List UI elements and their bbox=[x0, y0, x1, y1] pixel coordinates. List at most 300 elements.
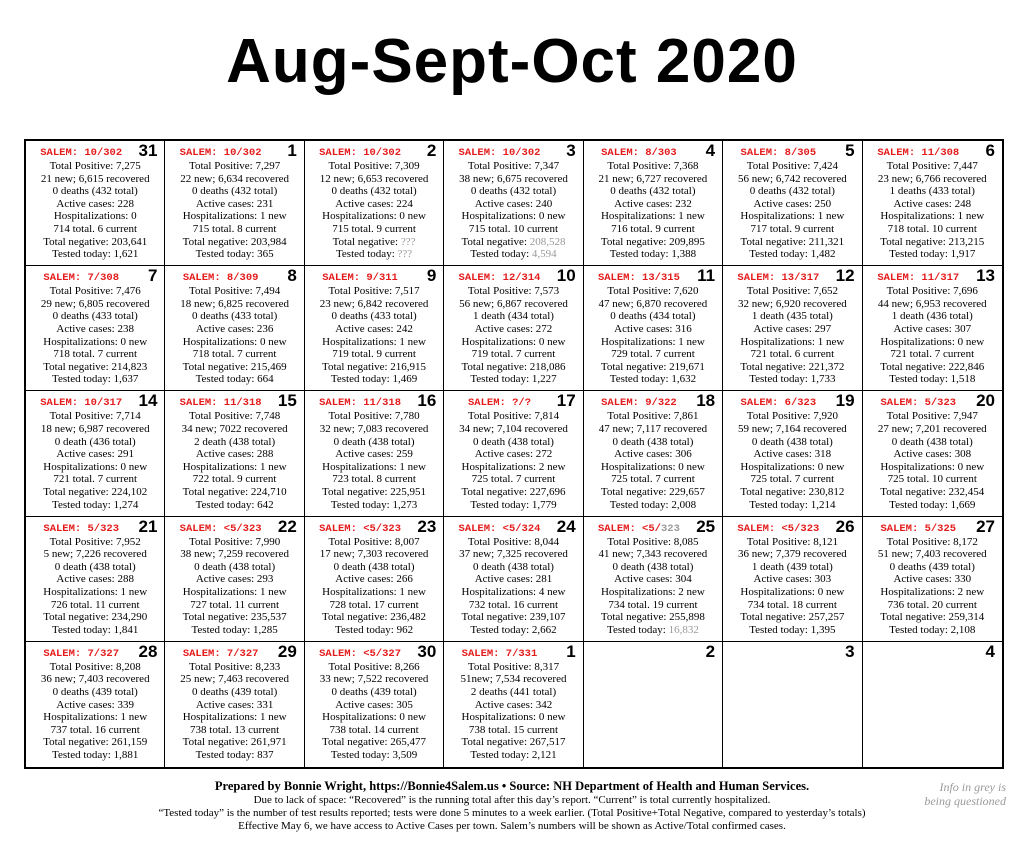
stat-text: Active cases: 266 bbox=[335, 573, 413, 586]
salem-cases bbox=[447, 147, 579, 160]
footer-note-tested: “Tested today” is the number of test results reported; tests were done 5 minutes to a week earlier. (Total Positive+Total Negative, compared to yesterday’s totals) bbox=[158, 807, 866, 819]
stat-text: Total Positive: 7,447 bbox=[886, 160, 978, 172]
stat-text: Total Positive: 7,952 bbox=[49, 535, 141, 548]
stat-text: Active cases: 231 bbox=[195, 197, 274, 210]
salem-cases-value: SALEM: 5/323 bbox=[880, 397, 957, 410]
stat-text: Tested today: 1,632 bbox=[609, 373, 697, 386]
stat-text: 41 new; 7,343 recovered bbox=[598, 548, 708, 561]
stat-line bbox=[168, 499, 300, 512]
stat-line bbox=[866, 599, 999, 612]
stat-text: Hospitalizations: 0 new bbox=[461, 210, 566, 223]
stat-text: Tested today: 1,841 bbox=[52, 623, 139, 636]
salem-cases-value: SALEM: <5/324 bbox=[458, 522, 541, 535]
stat-text: Hospitalizations: 0 new bbox=[322, 711, 426, 724]
stat-text: Total Positive: 7,297 bbox=[189, 160, 281, 172]
stat-line bbox=[308, 624, 440, 637]
stat-line bbox=[447, 236, 579, 249]
stat-line bbox=[587, 473, 719, 486]
stat-text: 0 death (438 total) bbox=[473, 560, 554, 573]
salem-cases-value: SALEM: 11/308 bbox=[877, 147, 960, 159]
stat-line bbox=[587, 461, 719, 474]
questioned-value: 208,528 bbox=[529, 235, 566, 248]
day-number: 1 bbox=[287, 141, 297, 160]
stat-line bbox=[866, 160, 999, 173]
stat-line bbox=[447, 486, 579, 499]
salem-cases bbox=[866, 147, 999, 160]
stat-text: Total Positive: 7,696 bbox=[886, 285, 978, 298]
stat-text: Tested today: 1,881 bbox=[52, 748, 139, 761]
stat-line bbox=[447, 298, 579, 311]
stat-line bbox=[308, 223, 440, 236]
stat-line bbox=[726, 473, 858, 486]
stat-text: Total negative: 219,671 bbox=[600, 360, 705, 373]
stat-text: 47 new; 6,870 recovered bbox=[598, 297, 708, 310]
stat-text: 44 new; 6,953 recovered bbox=[877, 297, 987, 310]
stat-text: 0 deaths (434 total) bbox=[610, 310, 696, 323]
stat-line bbox=[447, 611, 579, 624]
stat-text: 0 death (438 total) bbox=[473, 435, 554, 448]
stat-text: Total negative: 239,107 bbox=[461, 611, 566, 624]
day-number: 2 bbox=[426, 141, 437, 160]
stat-line bbox=[308, 185, 440, 198]
stat-line bbox=[29, 711, 161, 724]
day-cell bbox=[444, 517, 583, 642]
stat-text: 737 total. 16 current bbox=[50, 723, 140, 736]
stat-line bbox=[587, 210, 719, 223]
stat-text: 738 total. 13 current bbox=[190, 723, 280, 736]
stat-line bbox=[587, 298, 719, 311]
day-cell bbox=[723, 141, 862, 266]
stat-line bbox=[587, 586, 719, 599]
stat-text: 0 death (438 total) bbox=[54, 560, 136, 573]
stat-text: Tested today: 1,469 bbox=[330, 373, 418, 386]
day-cell bbox=[584, 642, 723, 767]
stat-text: 727 total. 11 current bbox=[190, 598, 280, 611]
stat-line bbox=[29, 611, 161, 624]
stat-text: Hospitalizations: 0 new bbox=[43, 460, 148, 473]
stat-line bbox=[447, 198, 579, 211]
stat-text: Active cases: 242 bbox=[335, 322, 413, 335]
day-cell bbox=[26, 642, 165, 767]
stat-line bbox=[447, 548, 579, 561]
stat-line bbox=[308, 711, 440, 724]
stat-line bbox=[447, 173, 579, 186]
stat-line bbox=[308, 323, 440, 336]
stat-text: 719 total. 7 current bbox=[471, 348, 556, 361]
stat-text: Tested today: 1,214 bbox=[749, 498, 836, 511]
stat-text: 714 total. 6 current bbox=[53, 222, 138, 235]
stat-line bbox=[29, 561, 161, 574]
day-number: 17 bbox=[556, 391, 576, 411]
salem-cases-value: SALEM: 8/305 bbox=[740, 147, 817, 159]
day-number: 27 bbox=[976, 516, 995, 536]
stat-text: Tested today: 3,509 bbox=[330, 748, 418, 761]
stat-text: Tested today: 1,669 bbox=[889, 498, 976, 511]
day-cell bbox=[444, 642, 583, 767]
stat-line bbox=[29, 348, 161, 361]
stat-text: 36 new; 7,379 recovered bbox=[737, 548, 847, 561]
stat-line bbox=[447, 473, 579, 486]
stat-line bbox=[726, 499, 858, 512]
stat-line bbox=[29, 361, 161, 374]
stat-line bbox=[587, 486, 719, 499]
stat-line bbox=[308, 499, 440, 512]
stat-text: Total negative: bbox=[461, 235, 530, 248]
stat-line bbox=[866, 185, 999, 198]
grey-info-note bbox=[881, 780, 1006, 808]
stat-text: Tested today: 1,733 bbox=[749, 373, 836, 386]
stat-text: 721 total. 7 current bbox=[53, 473, 138, 486]
salem-cases bbox=[726, 147, 858, 160]
stat-text: Hospitalizations: 0 new bbox=[880, 460, 985, 473]
stat-line bbox=[168, 611, 300, 624]
stat-line bbox=[168, 586, 300, 599]
stat-text: 25 new; 7,463 recovered bbox=[180, 673, 289, 686]
stat-text: Total negative: 211,321 bbox=[740, 235, 845, 248]
stat-line bbox=[168, 185, 300, 198]
stat-text: Active cases: 297 bbox=[753, 322, 832, 335]
stat-text: Active cases: 307 bbox=[893, 322, 972, 335]
stat-line bbox=[447, 210, 579, 223]
stat-line bbox=[168, 198, 300, 211]
stat-text: 59 new; 7,164 recovered bbox=[737, 422, 847, 435]
stat-text: 0 deaths (439 total) bbox=[889, 560, 975, 573]
stat-text: Total Positive: 7,494 bbox=[189, 285, 281, 298]
salem-cases-value: SALEM: 10/302 bbox=[319, 147, 402, 159]
stat-line bbox=[29, 373, 161, 386]
stat-text: 725 total. 7 current bbox=[471, 473, 556, 486]
stat-text: Total Positive: 8,208 bbox=[49, 660, 141, 673]
day-cell bbox=[26, 517, 165, 642]
stat-line bbox=[726, 599, 858, 612]
day-number: 11 bbox=[697, 266, 716, 286]
stat-line bbox=[168, 298, 300, 311]
stat-line bbox=[726, 573, 858, 586]
stat-text: 21 new; 6,727 recovered bbox=[598, 172, 708, 185]
day-number: 30 bbox=[417, 641, 437, 661]
stat-text: 32 new; 6,920 recovered bbox=[737, 297, 847, 310]
stat-line bbox=[726, 410, 858, 423]
stat-text: Hospitalizations: 1 new bbox=[740, 335, 845, 348]
stat-line bbox=[168, 711, 300, 724]
stat-text: Total Positive: 7,517 bbox=[328, 285, 420, 298]
stat-text: Total Positive: 7,309 bbox=[328, 160, 420, 172]
stat-line bbox=[308, 599, 440, 612]
stat-line bbox=[29, 548, 161, 561]
stat-line bbox=[308, 611, 440, 624]
stat-text: Active cases: 272 bbox=[474, 448, 553, 461]
stat-line bbox=[866, 536, 999, 549]
stat-line bbox=[587, 624, 719, 637]
stat-text: Hospitalizations: 4 new bbox=[461, 585, 566, 598]
day-number: 4 bbox=[985, 641, 995, 661]
stat-text: Total negative: 261,971 bbox=[182, 736, 287, 749]
stat-text: Total Positive: 7,780 bbox=[328, 410, 420, 423]
stat-text: Total negative: 225,951 bbox=[322, 485, 427, 498]
stat-text: 38 new; 7,259 recovered bbox=[180, 548, 289, 561]
stat-line bbox=[308, 236, 440, 249]
day-cell bbox=[863, 517, 1002, 642]
stat-line bbox=[447, 724, 579, 737]
stat-line bbox=[308, 661, 440, 674]
day-number: 16 bbox=[417, 391, 437, 411]
stat-line bbox=[447, 536, 579, 549]
salem-cases-value: SALEM: 10/302 bbox=[458, 147, 541, 159]
stat-text: Total negative: 236,482 bbox=[322, 611, 427, 624]
salem-cases-value: SALEM: 11/317 bbox=[877, 272, 960, 285]
stat-text: Active cases: 291 bbox=[56, 448, 134, 461]
stat-text: Hospitalizations: 0 new bbox=[322, 210, 426, 223]
stat-text: 734 total. 19 current bbox=[608, 598, 698, 611]
stat-line bbox=[866, 486, 999, 499]
stat-text: Hospitalizations: 1 new bbox=[322, 460, 426, 473]
salem-cases-value: SALEM: 9/311 bbox=[322, 272, 398, 285]
stat-line bbox=[308, 724, 440, 737]
stat-text: Active cases: 316 bbox=[614, 322, 692, 335]
stat-line bbox=[29, 599, 161, 612]
stat-line bbox=[29, 686, 161, 699]
stat-line bbox=[866, 561, 999, 574]
day-cell bbox=[584, 517, 723, 642]
day-number: 4 bbox=[705, 141, 716, 160]
stat-text: Total Positive: 8,266 bbox=[328, 660, 420, 673]
stat-text: 0 deaths (439 total) bbox=[52, 685, 138, 698]
stat-text: 721 total. 7 current bbox=[890, 348, 975, 361]
stat-text: 715 total. 9 current bbox=[332, 222, 416, 235]
stat-line bbox=[308, 699, 440, 712]
stat-text: 0 death (438 total) bbox=[612, 560, 694, 573]
stat-text: Total negative: 265,477 bbox=[322, 736, 427, 749]
stat-text: Total Positive: 8,007 bbox=[328, 535, 420, 548]
stat-line bbox=[29, 699, 161, 712]
stat-line bbox=[29, 410, 161, 423]
stat-text: 721 total. 6 current bbox=[750, 348, 835, 361]
stat-line bbox=[447, 361, 579, 374]
stat-text: Active cases: 308 bbox=[893, 448, 972, 461]
stat-line bbox=[726, 611, 858, 624]
stat-line bbox=[866, 361, 999, 374]
stat-text: 1 deaths (433 total) bbox=[889, 185, 975, 198]
stat-line bbox=[726, 298, 858, 311]
salem-cases-value: SALEM: 11/318 bbox=[179, 397, 262, 410]
stat-text: Total Positive: 7,275 bbox=[49, 160, 141, 172]
day-cell bbox=[165, 642, 304, 767]
stat-line bbox=[308, 173, 440, 186]
day-number: 24 bbox=[556, 516, 576, 536]
stat-line bbox=[447, 499, 579, 512]
stat-line bbox=[866, 448, 999, 461]
day-number: 26 bbox=[835, 516, 855, 536]
stat-line bbox=[29, 473, 161, 486]
stat-line bbox=[308, 448, 440, 461]
stat-line bbox=[866, 624, 999, 637]
stat-line bbox=[29, 499, 161, 512]
stat-text: Active cases: 318 bbox=[753, 448, 832, 461]
stat-text: Hospitalizations: 2 new bbox=[880, 585, 985, 598]
stat-text: Active cases: 248 bbox=[893, 197, 972, 210]
stat-line bbox=[726, 561, 858, 574]
stat-line bbox=[29, 573, 161, 586]
stat-text: Total negative: 267,517 bbox=[461, 736, 566, 749]
stat-line bbox=[29, 223, 161, 236]
day-number: 9 bbox=[426, 266, 437, 286]
stat-text: 0 death (438 total) bbox=[194, 560, 276, 573]
stat-line bbox=[866, 310, 999, 323]
stat-line bbox=[308, 410, 440, 423]
stat-text: Tested today: 2,108 bbox=[889, 623, 976, 636]
day-number: 21 bbox=[138, 516, 158, 536]
stat-line bbox=[866, 548, 999, 561]
stat-line bbox=[726, 223, 858, 236]
day-cell bbox=[723, 642, 862, 767]
stat-text: 0 deaths (432 total) bbox=[749, 185, 835, 198]
stat-line bbox=[29, 461, 161, 474]
stat-text: Total Positive: 8,085 bbox=[607, 535, 699, 548]
stat-line bbox=[447, 461, 579, 474]
stat-line bbox=[587, 310, 719, 323]
stat-line bbox=[587, 499, 719, 512]
stat-text: Total negative: 215,469 bbox=[182, 360, 287, 373]
stat-text: Active cases: 306 bbox=[614, 448, 692, 461]
stat-line bbox=[29, 198, 161, 211]
stat-line bbox=[168, 310, 300, 323]
stat-line bbox=[726, 236, 858, 249]
stat-line bbox=[29, 248, 161, 261]
stat-line bbox=[168, 686, 300, 699]
stat-line bbox=[587, 336, 719, 349]
stat-line bbox=[308, 573, 440, 586]
stat-line bbox=[168, 223, 300, 236]
stat-line bbox=[447, 373, 579, 386]
salem-cases bbox=[29, 272, 161, 285]
stat-text: Hospitalizations: 1 new bbox=[600, 210, 705, 223]
day-cell bbox=[305, 141, 444, 266]
stat-line bbox=[168, 248, 300, 261]
stat-line bbox=[726, 373, 858, 386]
stat-text: Tested today: bbox=[335, 248, 398, 261]
stat-line bbox=[447, 736, 579, 749]
stat-line bbox=[866, 248, 999, 261]
stat-line bbox=[866, 461, 999, 474]
stat-line bbox=[308, 436, 440, 449]
stat-line bbox=[447, 586, 579, 599]
day-cell bbox=[165, 391, 304, 516]
stat-line bbox=[726, 486, 858, 499]
stat-text: Total Positive: 7,476 bbox=[49, 285, 141, 298]
stat-line bbox=[168, 473, 300, 486]
salem-cases-value: SALEM: 7/327 bbox=[43, 647, 120, 660]
stat-text: Tested today: 1,917 bbox=[889, 248, 976, 261]
stat-line bbox=[726, 323, 858, 336]
stat-line bbox=[29, 749, 161, 762]
stat-line bbox=[168, 624, 300, 637]
day-cell bbox=[863, 266, 1002, 391]
stat-text: 33 new; 7,522 recovered bbox=[319, 673, 429, 686]
stat-text: Tested today: 962 bbox=[335, 623, 414, 636]
stat-text: Tested today: 2,121 bbox=[470, 748, 557, 761]
day-cell bbox=[26, 266, 165, 391]
stat-line bbox=[866, 348, 999, 361]
stat-text: Tested today: bbox=[607, 623, 669, 636]
questioned-value: 16,832 bbox=[668, 623, 699, 636]
stat-text: 1 death (435 total) bbox=[751, 310, 833, 323]
stat-line bbox=[587, 236, 719, 249]
stat-line bbox=[29, 486, 161, 499]
stat-text: Total Positive: 7,620 bbox=[607, 285, 699, 298]
stat-text: Active cases: 293 bbox=[195, 573, 274, 586]
stat-line bbox=[447, 573, 579, 586]
stat-line bbox=[587, 348, 719, 361]
stat-line bbox=[587, 373, 719, 386]
stat-line bbox=[726, 348, 858, 361]
stat-line bbox=[168, 486, 300, 499]
stat-text: 18 new; 6,825 recovered bbox=[180, 297, 289, 310]
day-cell bbox=[723, 391, 862, 516]
stat-text: Total Positive: 8,317 bbox=[467, 660, 560, 673]
day-cell bbox=[863, 642, 1002, 767]
stat-text: 0 death (438 total) bbox=[333, 435, 415, 448]
salem-cases-value: SALEM: 13/315 bbox=[597, 272, 680, 285]
stat-text: 715 total. 10 current bbox=[468, 222, 559, 235]
stat-text: 0 deaths (433 total) bbox=[52, 310, 138, 323]
stat-text: Hospitalizations: 0 new bbox=[740, 585, 845, 598]
stat-text: Total negative: 234,290 bbox=[43, 611, 148, 624]
stat-text: 1 death (434 total) bbox=[473, 310, 554, 323]
stat-line bbox=[447, 423, 579, 436]
stat-line bbox=[447, 561, 579, 574]
stat-line bbox=[308, 348, 440, 361]
stat-line bbox=[587, 423, 719, 436]
stat-line bbox=[168, 236, 300, 249]
stat-line bbox=[866, 573, 999, 586]
stat-line bbox=[168, 373, 300, 386]
stat-text: Tested today: 1,227 bbox=[470, 373, 557, 386]
stat-text: Active cases: 303 bbox=[753, 573, 832, 586]
stat-text: 5 new; 7,226 recovered bbox=[43, 548, 147, 561]
day-number: 7 bbox=[147, 266, 158, 286]
stat-text: Total negative: 218,086 bbox=[461, 360, 566, 373]
stat-text: Active cases: 250 bbox=[753, 197, 832, 210]
stat-line bbox=[29, 586, 161, 599]
stat-text: Hospitalizations: 0 new bbox=[880, 335, 985, 348]
stat-text: Total negative: 230,812 bbox=[740, 485, 845, 498]
stat-line bbox=[168, 461, 300, 474]
stat-text: 738 total. 15 current bbox=[468, 723, 559, 736]
stat-line bbox=[866, 210, 999, 223]
stat-line bbox=[587, 173, 719, 186]
stat-text: Hospitalizations: 0 new bbox=[461, 711, 566, 724]
stat-text: 722 total. 9 current bbox=[192, 473, 277, 486]
stat-line bbox=[587, 361, 719, 374]
stat-text: Active cases: 342 bbox=[474, 698, 553, 711]
stat-text: 27 new; 7,201 recovered bbox=[877, 422, 987, 435]
day-cell bbox=[723, 266, 862, 391]
stat-line bbox=[587, 573, 719, 586]
stat-line bbox=[29, 423, 161, 436]
stat-line bbox=[168, 361, 300, 374]
stat-text: 0 death (438 total) bbox=[612, 435, 694, 448]
stat-line bbox=[168, 536, 300, 549]
stat-line bbox=[308, 673, 440, 686]
stat-line bbox=[308, 248, 440, 261]
day-cell bbox=[863, 391, 1002, 516]
stat-text: Hospitalizations: 1 new bbox=[182, 711, 287, 724]
stat-text: Total Positive: 7,714 bbox=[49, 410, 141, 423]
stat-text: Hospitalizations: 1 new bbox=[322, 335, 426, 348]
stat-text: 56 new; 6,867 recovered bbox=[459, 297, 568, 310]
stat-line bbox=[308, 336, 440, 349]
stat-line bbox=[866, 473, 999, 486]
